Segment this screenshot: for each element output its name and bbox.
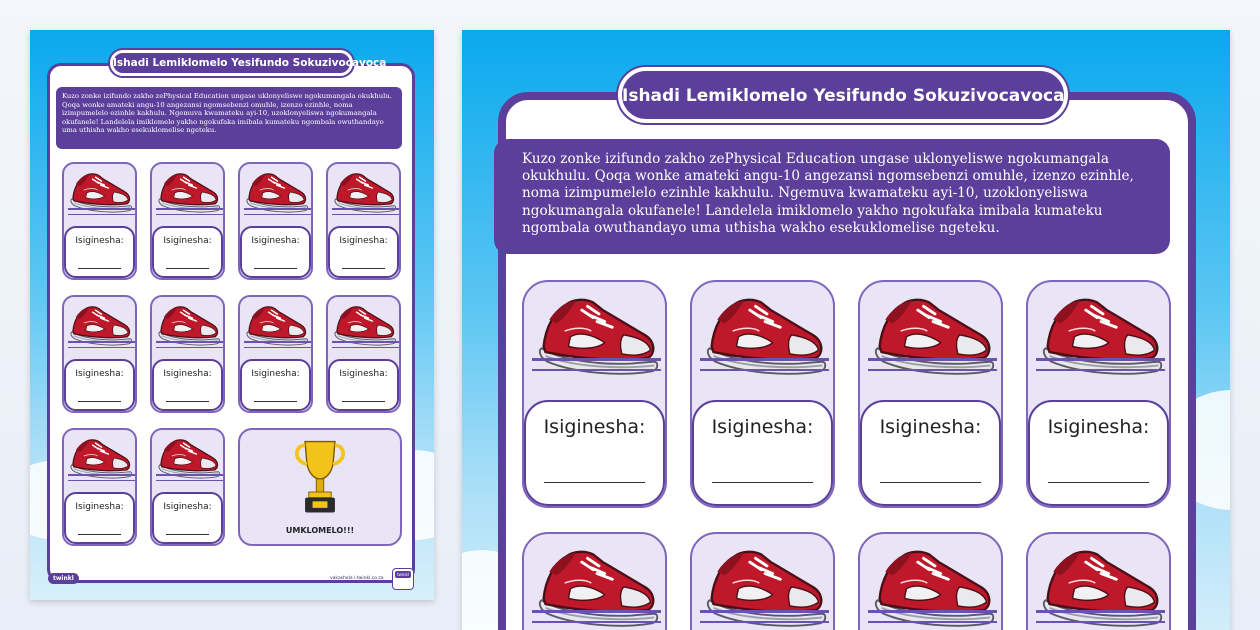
signature-box bbox=[152, 226, 223, 278]
worksheet-preview-large bbox=[462, 30, 1230, 630]
signature-line bbox=[1048, 482, 1149, 483]
decorative-lines bbox=[532, 610, 661, 630]
worksheet-title: Ishadi Lemiklomelo Yesifundo Sokuzivocavoca bbox=[110, 50, 353, 76]
signature-box bbox=[524, 400, 665, 506]
signature-box bbox=[240, 226, 311, 278]
prize-label: UMKLOMELO!!! bbox=[285, 526, 355, 535]
sticker-card bbox=[238, 295, 313, 413]
signature-label: Isiginesha: bbox=[163, 502, 212, 512]
signature-label: Isiginesha: bbox=[543, 416, 646, 438]
signature-box bbox=[1028, 400, 1169, 506]
signature-box bbox=[328, 359, 399, 411]
decorative-lines bbox=[156, 474, 223, 485]
decorative-lines bbox=[1036, 358, 1165, 379]
signature-box bbox=[328, 226, 399, 278]
decorative-lines bbox=[244, 208, 311, 219]
signature-line bbox=[880, 482, 981, 483]
decorative-lines bbox=[868, 358, 997, 379]
sticker-card bbox=[62, 295, 137, 413]
signature-label: Isiginesha: bbox=[711, 416, 814, 438]
sticker-card bbox=[326, 162, 401, 280]
signature-line bbox=[342, 268, 385, 269]
signature-line bbox=[166, 534, 209, 535]
signature-line bbox=[254, 401, 297, 402]
sticker-card bbox=[326, 295, 401, 413]
decorative-lines bbox=[68, 341, 135, 352]
twinkl-badge-icon bbox=[392, 568, 414, 590]
decorative-lines bbox=[1036, 610, 1165, 630]
sticker-card bbox=[150, 428, 225, 546]
signature-box bbox=[152, 359, 223, 411]
sticker-card bbox=[522, 280, 667, 508]
sticker-card bbox=[690, 532, 835, 630]
decorative-lines bbox=[244, 341, 311, 352]
signature-label: Isiginesha: bbox=[879, 416, 982, 438]
decorative-lines bbox=[868, 610, 997, 630]
sticker-card bbox=[858, 532, 1003, 630]
signature-box bbox=[692, 400, 833, 506]
signature-label: Isiginesha: bbox=[339, 369, 388, 379]
sticker-card bbox=[150, 162, 225, 280]
signature-label: Isiginesha: bbox=[339, 236, 388, 246]
signature-line bbox=[342, 401, 385, 402]
sticker-card bbox=[1026, 532, 1171, 630]
worksheet-intro: Kuzo zonke izifundo zakho zePhysical Education ungase uklonyeliswe ngokumangala okukhulu. Qoqa wonke amateki angu-10 angezansi ngomsebenzi omuhle, izenzo ezinhle, noma izimpumelelo ezinhle kakhulu. Ngemuva kwamateku ayi-10, uzoklonyeliswa ngokumangala okufanele! Landelela imiklomelo yakho ngokufaka imibala kumateku ngombala owuthandayo uma uthisha wakho esekuklomelise ngeteku. bbox=[56, 87, 402, 149]
signature-label: Isiginesha: bbox=[75, 502, 124, 512]
decorative-lines bbox=[700, 610, 829, 630]
decorative-lines bbox=[700, 358, 829, 379]
signature-box bbox=[64, 226, 135, 278]
sticker-card bbox=[690, 280, 835, 508]
sticker-card bbox=[238, 162, 313, 280]
signature-line bbox=[166, 268, 209, 269]
signature-box bbox=[240, 359, 311, 411]
signature-line bbox=[166, 401, 209, 402]
signature-line bbox=[78, 268, 121, 269]
signature-line bbox=[78, 534, 121, 535]
signature-line bbox=[78, 401, 121, 402]
signature-label: Isiginesha: bbox=[163, 369, 212, 379]
signature-label: Isiginesha: bbox=[1047, 416, 1150, 438]
decorative-lines bbox=[532, 358, 661, 379]
signature-label: Isiginesha: bbox=[251, 236, 300, 246]
signature-box bbox=[152, 492, 223, 544]
signature-label: Isiginesha: bbox=[75, 369, 124, 379]
decorative-lines bbox=[68, 474, 135, 485]
signature-line bbox=[712, 482, 813, 483]
worksheet-preview-small bbox=[30, 30, 434, 600]
signature-line bbox=[254, 268, 297, 269]
decorative-lines bbox=[156, 208, 223, 219]
prize-card bbox=[238, 428, 402, 546]
badge-text: twinkl bbox=[395, 571, 411, 578]
worksheet-title: Ishadi Lemiklomelo Yesifundo Sokuzivocavoca bbox=[618, 67, 1068, 123]
twinkl-logo: twinkl bbox=[48, 573, 79, 584]
decorative-lines bbox=[68, 208, 135, 219]
signature-box bbox=[860, 400, 1001, 506]
decorative-lines bbox=[332, 341, 399, 352]
sticker-card bbox=[62, 428, 137, 546]
signature-line bbox=[544, 482, 645, 483]
sticker-card bbox=[62, 162, 137, 280]
signature-label: Isiginesha: bbox=[163, 236, 212, 246]
trophy-icon bbox=[292, 434, 348, 522]
sticker-card bbox=[150, 295, 225, 413]
signature-label: Isiginesha: bbox=[75, 236, 124, 246]
signature-box bbox=[64, 359, 135, 411]
sticker-card bbox=[522, 532, 667, 630]
signature-box bbox=[64, 492, 135, 544]
worksheet-intro: Kuzo zonke izifundo zakho zePhysical Education ungase uklonyeliswe ngokumangala okukhulu. Qoqa wonke amateki angu-10 angezansi ngomsebenzi omuhle, izenzo ezinhle, noma izimpumelelo ezinhle kakhulu. Ngemuva kwamateku ayi-10, uzoklonyeliswa ngokumangala okufanele! Landelela imiklomelo yakho ngokufaka imibala kumateku ngombala owuthandayo uma uthisha wakho esekuklomelise ngeteku. bbox=[494, 139, 1170, 254]
sticker-card bbox=[858, 280, 1003, 508]
signature-label: Isiginesha: bbox=[251, 369, 300, 379]
decorative-lines bbox=[332, 208, 399, 219]
decorative-lines bbox=[156, 341, 223, 352]
footer-url: vakashela i-twinkl.co.za bbox=[330, 576, 384, 581]
sticker-card bbox=[1026, 280, 1171, 508]
